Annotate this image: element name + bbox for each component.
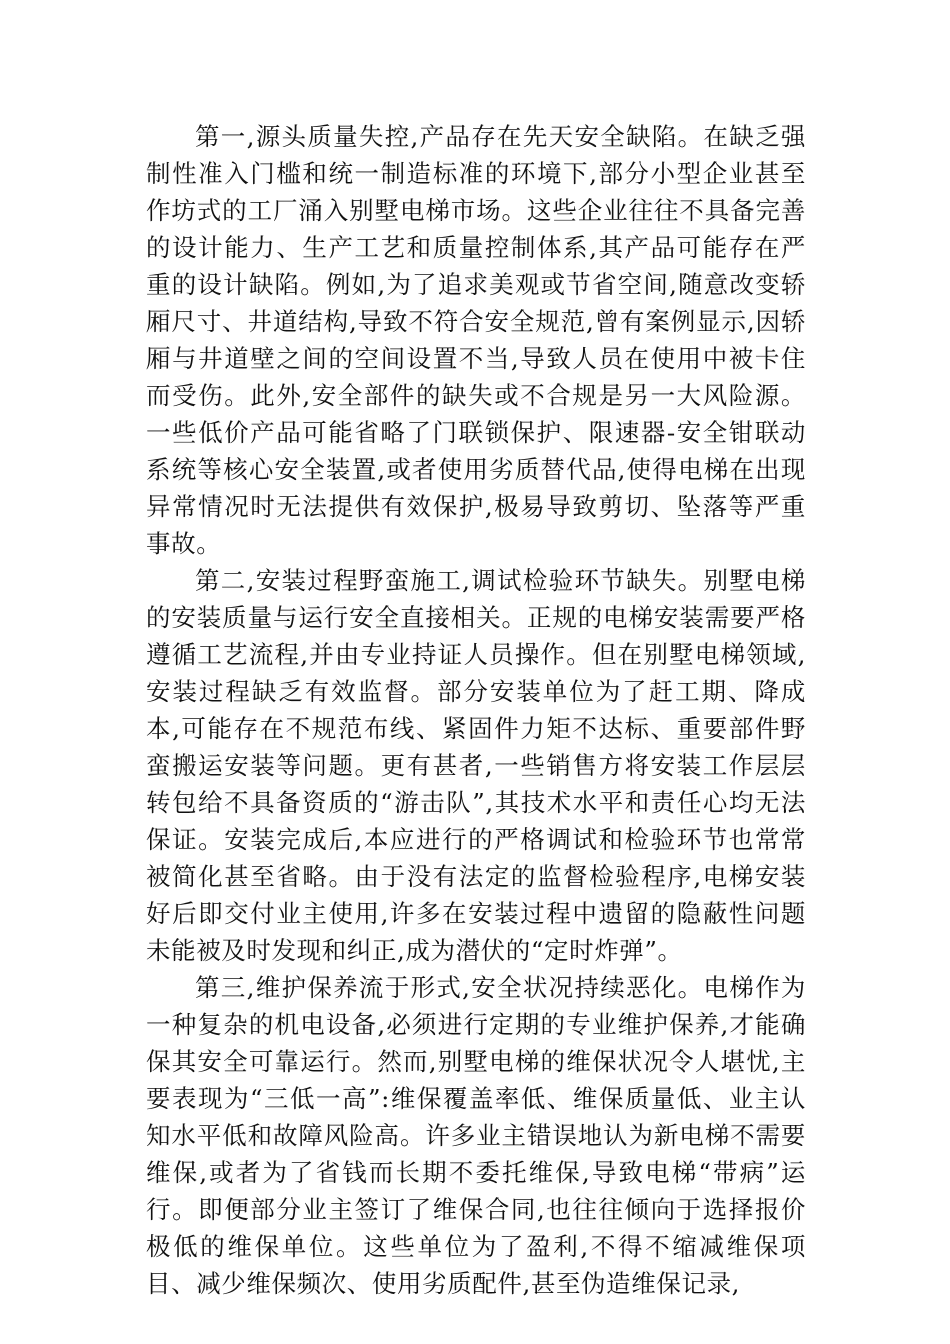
paragraph-installation: 第二,安装过程野蛮施工,调试检验环节缺失。别墅电梯的安装质量与运行安全直接相关。正规的电梯安装需要严格遵循工艺流程,并由专业持证人员操作。但在别墅电梯领域,安装过程缺乏有效监督。部分安装单位为了赶工期、降成本,可能存在不规范布线、紧固件力矩不达标、重要部件野蛮搬运安装等问题。更有甚者,一些销售方将安装工作层层转包给不具备资质的“游击队”,其技术水平和责任心均无法保证。安装完成后,本应进行的严格调试和检验环节也常常被简化甚至省略。由于没有法定的监督检验程序,电梯安装好后即交付业主使用,许多在安装过程中遗留的隐蔽性问题未能被及时发现和纠正,成为潜伏的“定时炸弹”。	[146, 566, 806, 965]
document-page	[146, 118, 806, 1302]
paragraph-maintenance: 第三,维护保养流于形式,安全状况持续恶化。电梯作为一种复杂的机电设备,必须进行定期的专业维护保养,才能确保其安全可靠运行。然而,别墅电梯的维保状况令人堪忧,主要表现为“三低一高”:维保覆盖率低、维保质量低、业主认知水平低和故障风险高。许多业主错误地认为新电梯不需要维保,或者为了省钱而长期不委托维保,导致电梯“带病”运行。即便部分业主签订了维保合同,也往往倾向于选择报价极低的维保单位。这些单位为了盈利,不得不缩减维保项目、减少维保频次、使用劣质配件,甚至伪造维保记录,	[146, 973, 806, 1298]
paragraph-source-quality: 第一,源头质量失控,产品存在先天安全缺陷。在缺乏强制性准入门槛和统一制造标准的环境下,部分小型企业甚至作坊式的工厂涌入别墅电梯市场。这些企业往往不具备完善的设计能力、生产工艺和质量控制体系,其产品可能存在严重的设计缺陷。例如,为了追求美观或节省空间,随意改变轿厢尺寸、井道结构,导致不符合安全规范,曾有案例显示,因轿厢与井道壁之间的空间设置不当,导致人员在使用中被卡住而受伤。此外,安全部件的缺失或不合规是另一大风险源。一些低价产品可能省略了门联锁保护、限速器-安全钳联动系统等核心安全装置,或者使用劣质替代品,使得电梯在出现异常情况时无法提供有效保护,极易导致剪切、坠落等严重事故。	[146, 122, 806, 558]
